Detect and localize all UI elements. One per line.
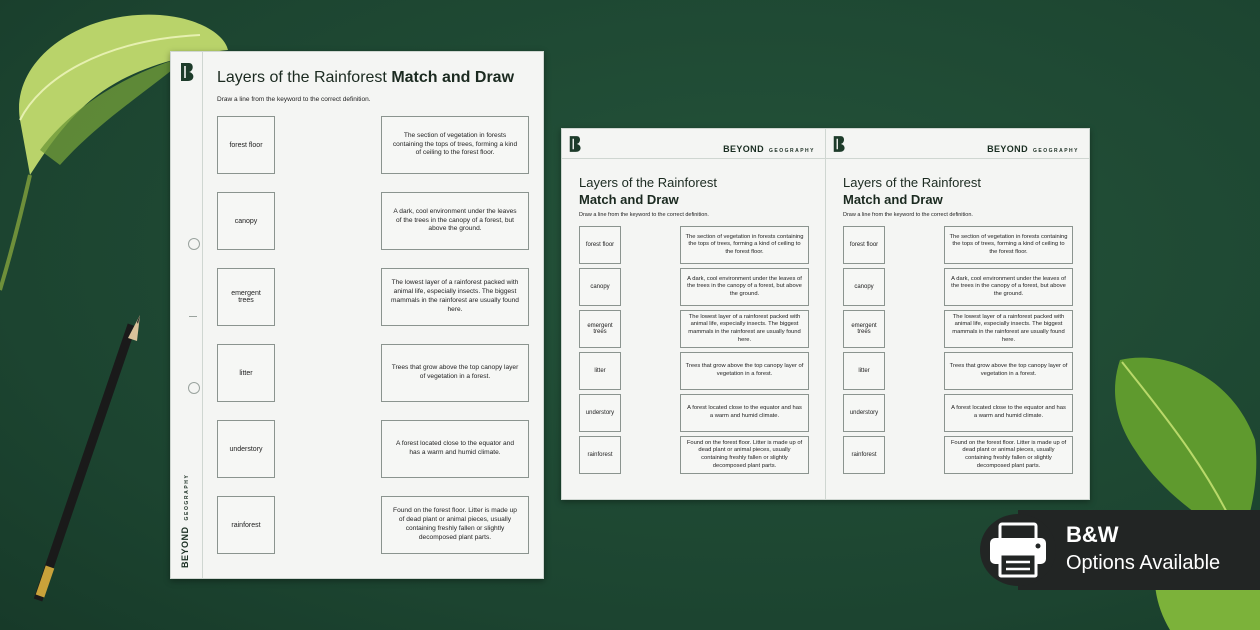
definition-box: The section of vegetation in forests containing the tops of trees, forming a kind of ceiling to the forest floor. [381, 116, 529, 174]
definition-box: A dark, cool environment under the leaves of the trees in the canopy of a forest, but above the ground. [381, 192, 529, 250]
instructions: Draw a line from the keyword to the correct definition. [579, 212, 709, 218]
keyword-box: emergent trees [579, 310, 621, 348]
keyword-box: emergent trees [217, 268, 275, 326]
definition-box: A forest located close to the equator and has a warm and humid climate. [680, 394, 809, 432]
fold-mark [189, 316, 197, 317]
beyond-logo-icon [568, 135, 582, 153]
keyword-box: emergent trees [843, 310, 885, 348]
definition-box: The section of vegetation in forests containing the tops of trees, forming a kind of ceiling to the forest floor. [944, 226, 1073, 264]
page-title: Layers of the Rainforest [843, 175, 982, 190]
page-title: Layers of the Rainforest [579, 175, 718, 190]
keyword-box: understory [843, 394, 885, 432]
keyword-box: forest floor [843, 226, 885, 264]
page-title: Layers of the Rainforest Match and Draw [217, 69, 515, 86]
definition-box: Trees that grow above the top canopy layer of vegetation in a forest. [381, 344, 529, 402]
badge-title: B&W [1066, 522, 1119, 547]
keyword-box: canopy [843, 268, 885, 306]
keyword-box: rainforest [579, 436, 621, 474]
definition-box: The lowest layer of a rainforest packed with animal life, especially insects. The biggest mammals in the rainforest are usually found here. [381, 268, 529, 326]
keyword-box: canopy [579, 268, 621, 306]
punch-hole [188, 382, 200, 394]
page-subtitle: Match and Draw [843, 192, 943, 207]
definition-box: Trees that grow above the top canopy layer of vegetation in a forest. [944, 352, 1073, 390]
instructions: Draw a line from the keyword to the correct definition. [217, 96, 371, 103]
keyword-box: rainforest [843, 436, 885, 474]
beyond-logo-icon [832, 135, 846, 153]
beyond-logo-icon [179, 62, 195, 82]
page-subtitle: Match and Draw [579, 192, 679, 207]
definition-box: The lowest layer of a rainforest packed with animal life, especially insects. The biggest mammals in the rainforest are usually found here. [944, 310, 1073, 348]
keyword-box: canopy [217, 192, 275, 250]
definition-box: Found on the forest floor. Litter is made up of dead plant or animal pieces, usually containing freshly fallen or slightly decomposed plant parts. [680, 436, 809, 474]
keyword-box: understory [217, 420, 275, 478]
definition-box: A dark, cool environment under the leaves of the trees in the canopy of a forest, but above the ground. [944, 268, 1073, 306]
keyword-box: understory [579, 394, 621, 432]
printer-icon [986, 520, 1050, 580]
worksheet-portrait [170, 51, 544, 579]
definition-box: Found on the forest floor. Litter is made up of dead plant or animal pieces, usually containing freshly fallen or slightly decomposed plant parts. [381, 496, 529, 554]
definition-box: The lowest layer of a rainforest packed with animal life, especially insects. The biggest mammals in the rainforest are usually found here. [680, 310, 809, 348]
keyword-box: forest floor [579, 226, 621, 264]
worksheet-landscape [561, 128, 1090, 500]
worksheet-half-left [562, 129, 825, 499]
pencil-decoration [20, 310, 150, 610]
worksheet-half-right [826, 129, 1089, 499]
badge-subtitle: Options Available [1066, 552, 1221, 574]
brand-vertical: BEYONDGEOGRAPHY [180, 473, 190, 568]
definition-box: A forest located close to the equator and has a warm and humid climate. [944, 394, 1073, 432]
definition-box: Trees that grow above the top canopy layer of vegetation in a forest. [680, 352, 809, 390]
definition-box: A dark, cool environment under the leaves of the trees in the canopy of a forest, but above the ground. [680, 268, 809, 306]
brand-header: BEYOND GEOGRAPHY [987, 144, 1079, 154]
punch-hole [188, 238, 200, 250]
keyword-box: rainforest [217, 496, 275, 554]
brand-header: BEYOND GEOGRAPHY [723, 144, 815, 154]
definition-box: The section of vegetation in forests containing the tops of trees, forming a kind of ceiling to the forest floor. [680, 226, 809, 264]
bw-options-badge [1018, 510, 1260, 590]
definition-box: A forest located close to the equator and has a warm and humid climate. [381, 420, 529, 478]
instructions: Draw a line from the keyword to the correct definition. [843, 212, 973, 218]
keyword-box: litter [579, 352, 621, 390]
keyword-box: litter [217, 344, 275, 402]
definition-box: Found on the forest floor. Litter is made up of dead plant or animal pieces, usually containing freshly fallen or slightly decomposed plant parts. [944, 436, 1073, 474]
keyword-box: forest floor [217, 116, 275, 174]
keyword-box: litter [843, 352, 885, 390]
